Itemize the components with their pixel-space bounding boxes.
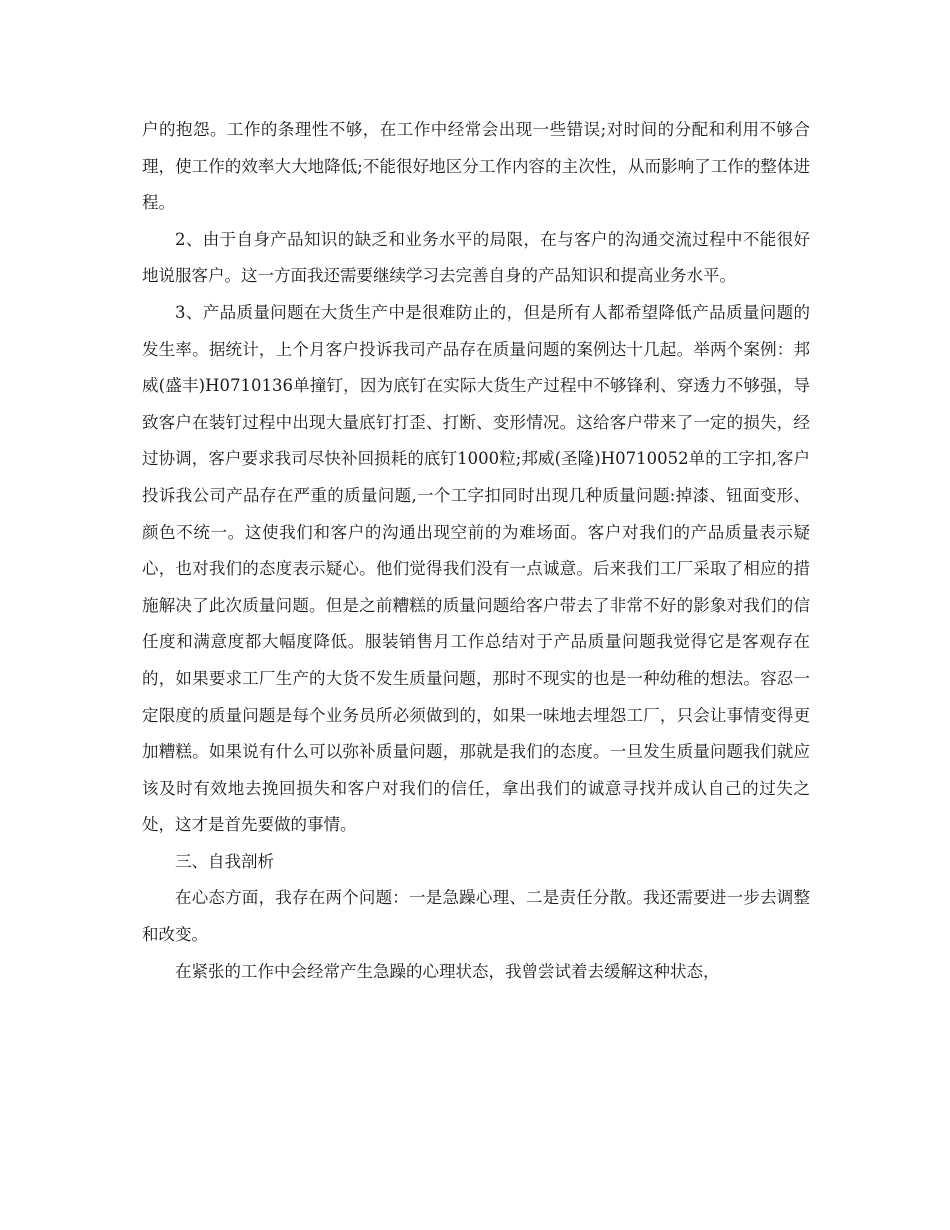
section-heading-self-analysis: 三、自我剖析	[175, 851, 274, 871]
paragraph-quality-issues: 3、产品质量问题在大货生产中是很难防止的，但是所有人都希望降低产品质量问题的发生率。据统计，上个月客户投诉我司产品存在质量问题的案例达十几起。举两个案例：邦威(盛丰)H0710136单撞钉，因为底钉在实际大货生产过程中不够锋利、穿透力不够强，导致客户在装钉过程中出现大量底钉打歪、打断、变形情况。这给客户带来了一定的损失，经过协调，客户要求我司尽快补回损耗的底钉1000粒;邦威(圣隆)H0710052单的工字扣,客户投诉我公司产品存在严重的质量问题,一个工字扣同时出现几种质量问题:掉漆、钮面变形、颜色不统一。这使我们和客户的沟通出现空前的为难场面。客户对我们的产品质量表示疑心，也对我们的态度表示疑心。他们觉得我们没有一点诚意。后来我们工厂采取了相应的措施解决了此次质量问题。但是之前糟糕的质量问题给客户带去了非常不好的影象对我们的信任度和满意度都大幅度降低。服装销售月工作总结对于产品质量问题我觉得它是客观存在的，如果要求工厂生产的大货不发生质量问题，那时不现实的也是一种幼稚的想法。容忍一定限度的质量问题是每个业务员所必须做到的，如果一味地去埋怨工厂，只会让事情变得更加糟糕。如果说有什么可以弥补质量问题，那就是我们的态度。一旦发生质量问题我们就应该及时有效地去挽回损失和客户对我们的信任，拿出我们的诚意寻找并成认自己的过失之处，这才是首先要做的事情。	[142, 302, 810, 835]
document-body	[142, 112, 810, 990]
paragraph-impatience: 在紧张的工作中会经常产生急躁的心理状态，我曾尝试着去缓解这种状态，	[175, 961, 720, 981]
paragraph-mindset: 在心态方面，我存在两个问题：一是急躁心理、二是责任分散。我还需要进一步去调整和改变。	[142, 888, 810, 945]
paragraph-complaint-continuation: 户的抱怨。工作的条理性不够，在工作中经常会出现一些错误;对时间的分配和利用不够合理，使工作的效率大大地降低;不能很好地区分工作内容的主次性，从而影响了工作的整体进程。	[142, 120, 810, 213]
paragraph-product-knowledge: 2、由于自身产品知识的缺乏和业务水平的局限，在与客户的沟通交流过程中不能很好地说服客户。这一方面我还需要继续学习去完善自身的产品知识和提高业务水平。	[142, 229, 810, 286]
